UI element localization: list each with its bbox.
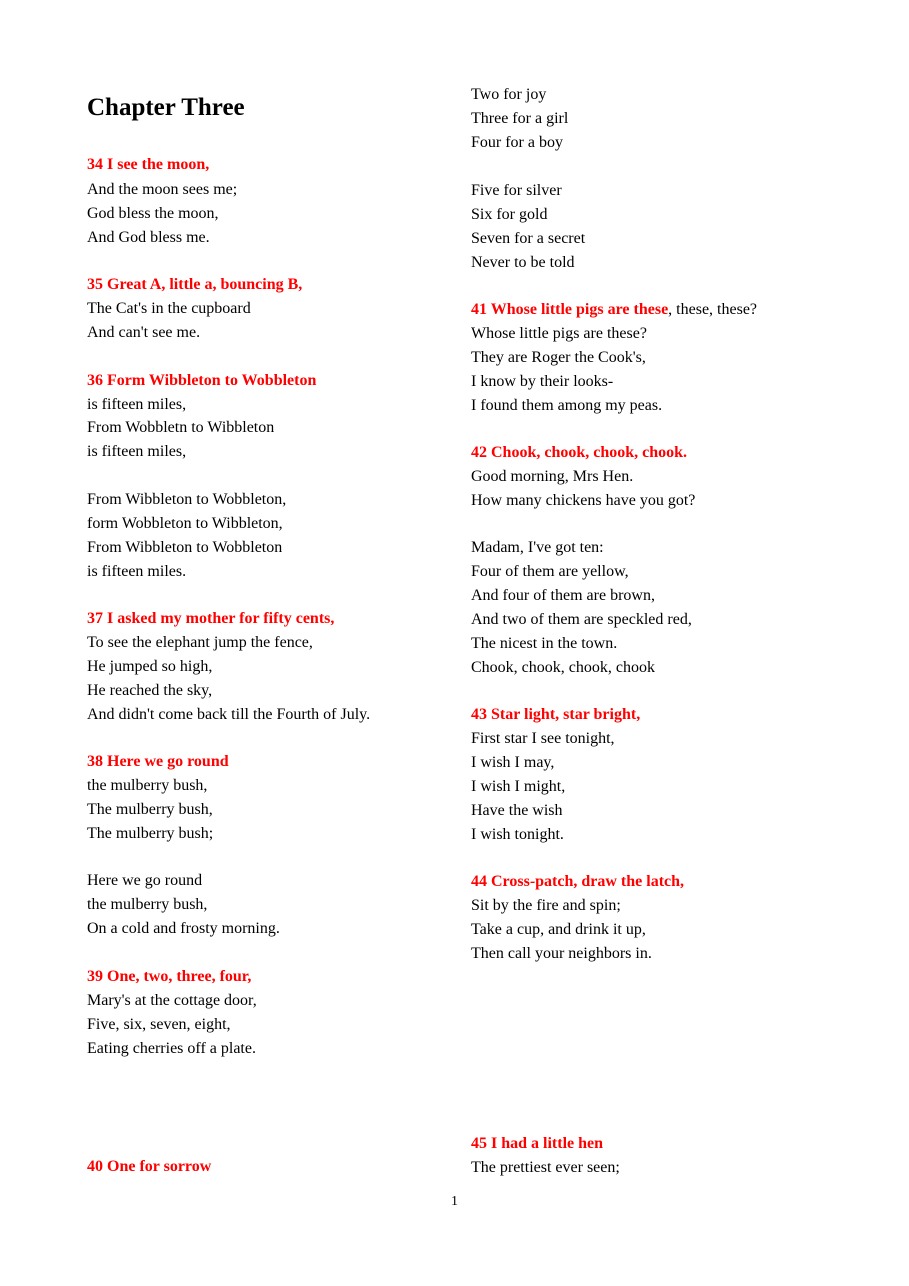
poem-line-text: From Wobbletn to Wibbleton — [87, 419, 275, 436]
poem-line — [87, 1015, 231, 1035]
poem-line — [87, 442, 186, 462]
poem-heading-text: 39 One, two, three, four, — [87, 968, 252, 985]
poem-line — [471, 610, 692, 630]
poem-line-text: Sit by the fire and spin; — [471, 897, 621, 914]
poem-line-text: And didn't come back till the Fourth of July. — [87, 706, 371, 723]
poem-line — [471, 944, 652, 964]
poem-line — [471, 253, 575, 273]
poem-line-text: And God bless me. — [87, 229, 210, 246]
poem-line-text: I know by their looks- — [471, 373, 614, 390]
poem-line-text: Have the wish — [471, 802, 563, 819]
poem-line — [471, 658, 655, 678]
poem-heading-text: 42 Chook, chook, chook, chook. — [471, 444, 688, 461]
poem-line — [471, 562, 629, 582]
poem-heading-continuation: , these, these? — [668, 301, 758, 318]
poem-line-text: Mary's at the cottage door, — [87, 992, 257, 1009]
poem-line-text: And can't see me. — [87, 324, 201, 341]
poem-line — [87, 299, 251, 319]
poem-line — [87, 490, 286, 510]
poem-line — [471, 205, 547, 225]
poem-line — [87, 395, 186, 415]
poem-line-text: First star I see tonight, — [471, 730, 615, 747]
poem-heading-text: 44 Cross-patch, draw the latch, — [471, 873, 685, 890]
chapter-title: Chapter Three — [87, 94, 245, 121]
poem-line — [87, 204, 219, 224]
poem-line — [87, 800, 213, 820]
poem-line-text: Whose little pigs are these? — [471, 325, 647, 342]
poem-line — [87, 705, 370, 725]
poem-heading-text: 43 Star light, star bright, — [471, 706, 641, 723]
poem-line-text: is fifteen miles. — [87, 563, 187, 580]
poem-line — [87, 824, 213, 844]
poem-line — [471, 348, 646, 368]
poem-line — [87, 657, 212, 677]
poem-line-text: How many chickens have you got? — [471, 492, 696, 509]
poem-line-text: Six for gold — [471, 206, 548, 223]
poem-line — [471, 85, 546, 105]
poem-line — [471, 109, 568, 129]
poem-line-text: Then call your neighbors in. — [471, 945, 652, 962]
poem-line — [87, 538, 282, 558]
poem-line-text: I found them among my peas. — [471, 397, 663, 414]
poem-line — [471, 467, 633, 487]
poem-line — [87, 919, 280, 939]
poem-line — [471, 896, 621, 916]
poem-line-text: is fifteen miles, — [87, 443, 187, 460]
poem-line — [87, 514, 283, 534]
poem-line-text: Four for a boy — [471, 134, 563, 151]
poem-heading — [87, 752, 229, 772]
poem-line-text: The Cat's in the cupboard — [87, 300, 251, 317]
poem-heading-text: 37 I asked my mother for fifty cents, — [87, 610, 335, 627]
poem-line — [471, 181, 562, 201]
poem-line-text: And two of them are speckled red, — [471, 611, 692, 628]
poem-line — [471, 1158, 620, 1178]
poem-line-text: Here we go round — [87, 872, 203, 889]
poem-line-text: Three for a girl — [471, 110, 569, 127]
poem-line-text: is fifteen miles, — [87, 396, 187, 413]
poem-heading-text: 38 Here we go round — [87, 753, 229, 770]
poem-line — [471, 229, 585, 249]
page-number: 1 — [451, 1194, 458, 1209]
poem-line-text: Chook, chook, chook, chook — [471, 659, 655, 676]
poem-line — [87, 681, 212, 701]
poem-line-text: God bless the moon, — [87, 205, 219, 222]
poem-heading-text: 36 Form Wibbleton to Wobbleton — [87, 372, 317, 389]
poem-line — [87, 871, 202, 891]
poem-line — [471, 133, 563, 153]
poem-line — [471, 729, 615, 749]
poem-heading — [87, 967, 251, 987]
poem-line-text: They are Roger the Cook's, — [471, 349, 646, 366]
poem-line-text: Four of them are yellow, — [471, 563, 629, 580]
poem-heading — [471, 872, 684, 892]
poem-line-text: The nicest in the town. — [471, 635, 618, 652]
poem-heading — [87, 371, 316, 391]
poem-line — [87, 776, 207, 796]
poem-line-text: And four of them are brown, — [471, 587, 655, 604]
poem-line — [471, 396, 662, 416]
poem-heading-text: 35 Great A, little a, bouncing B, — [87, 276, 303, 293]
poem-line-text: From Wibbleton to Wobbleton — [87, 539, 283, 556]
poem-line-text: the mulberry bush, — [87, 777, 208, 794]
poem-line-text: To see the elephant jump the fence, — [87, 634, 313, 651]
poem-line-text: Take a cup, and drink it up, — [471, 921, 646, 938]
poem-line-text: Five, six, seven, eight, — [87, 1016, 231, 1033]
poem-heading-text: 45 I had a little hen — [471, 1135, 604, 1152]
poem-line — [87, 895, 207, 915]
poem-line-text: form Wobbleton to Wibbleton, — [87, 515, 283, 532]
poem-line-text: The mulberry bush; — [87, 825, 214, 842]
poem-line — [87, 418, 274, 438]
poem-line — [471, 491, 695, 511]
poem-line-text: And the moon sees me; — [87, 181, 238, 198]
poem-line — [471, 777, 565, 797]
poem-line-text: I wish I might, — [471, 778, 566, 795]
poem-line — [471, 634, 617, 654]
poem-line-text: Never to be told — [471, 254, 575, 271]
poem-heading — [87, 609, 334, 629]
poem-line — [87, 1039, 256, 1059]
poem-line-text: Seven for a secret — [471, 230, 586, 247]
poem-line — [471, 586, 655, 606]
poem-heading-text: 41 Whose little pigs are these — [471, 301, 669, 318]
poem-line — [87, 228, 210, 248]
poem-line — [87, 633, 313, 653]
poem-line-text: the mulberry bush, — [87, 896, 208, 913]
poem-heading — [471, 705, 640, 725]
poem-line — [471, 538, 604, 558]
poem-line — [87, 180, 237, 200]
poem-line-text: Five for silver — [471, 182, 562, 199]
poem-line-text: The mulberry bush, — [87, 801, 213, 818]
poem-line-text: I wish I may, — [471, 754, 555, 771]
poem-line — [87, 562, 186, 582]
poem-line-text: He reached the sky, — [87, 682, 213, 699]
poem-heading — [471, 443, 687, 463]
poem-line-text: I wish tonight. — [471, 826, 564, 843]
poem-line-text: On a cold and frosty morning. — [87, 920, 280, 937]
poem-line — [471, 801, 563, 821]
poem-line — [87, 323, 200, 343]
poem-heading — [87, 155, 209, 175]
poem-line-text: From Wibbleton to Wobbleton, — [87, 491, 287, 508]
poem-line — [87, 991, 257, 1011]
poem-line-text: Two for joy — [471, 86, 547, 103]
poem-heading — [87, 1157, 211, 1177]
poem-line-text: He jumped so high, — [87, 658, 213, 675]
poem-line — [471, 372, 613, 392]
poem-heading — [87, 275, 302, 295]
poem-heading — [471, 1134, 603, 1154]
poem-line — [471, 753, 554, 773]
poem-heading-text: 40 One for sorrow — [87, 1158, 212, 1175]
poem-line — [471, 324, 647, 344]
poem-line — [471, 920, 646, 940]
poem-heading — [471, 300, 757, 320]
poem-heading-text: 34 I see the moon, — [87, 156, 210, 173]
poem-line-text: Madam, I've got ten: — [471, 539, 604, 556]
poem-line-text: Eating cherries off a plate. — [87, 1040, 256, 1057]
poem-line-text: Good morning, Mrs Hen. — [471, 468, 634, 485]
poem-line-text: The prettiest ever seen; — [471, 1159, 620, 1176]
poem-line — [471, 825, 564, 845]
